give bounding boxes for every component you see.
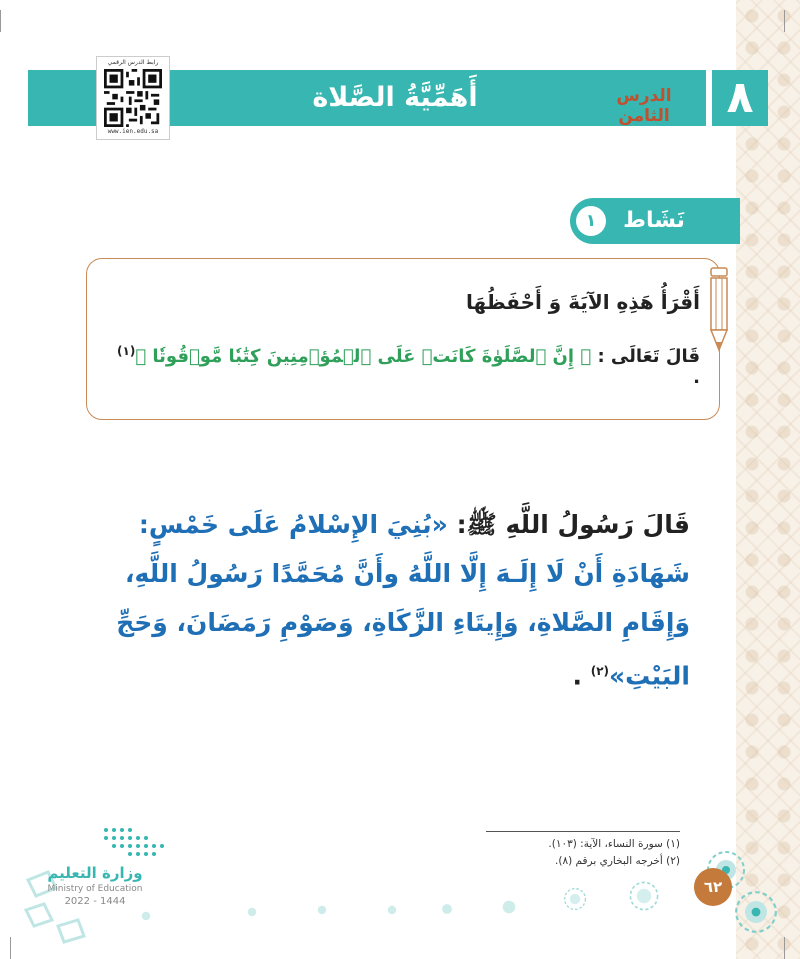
activity-number-badge: ١ (576, 206, 606, 236)
lesson-title: أَهَمِّيَّةُ الصَّلاة (312, 82, 478, 113)
flower-ornament-icon (246, 906, 258, 918)
footnote-item: (٢) أخرجه البخاري برقم (٨). (555, 855, 680, 867)
hadith-text: «بُنِيَ الإِسْلامُ عَلَى خَمْسٍ: شَهَادَةِ أَنْ لَا إِلَـهَ إِلَّا اللَّهُ وأَنَّ مُحَمَّدًا رَسُولُ اللَّهِ، وَإِقَامِ الصَّلاةِ، وَإِيتَاءِ الزَّكَاةِ، وَصَوْمِ رَمَضَانَ، وَحَجِّ البَيْتِ» (116, 510, 690, 691)
verse-intro: قَالَ تَعَالَى : (597, 346, 700, 367)
ministry-name-arabic: وزارة التعليم (47, 864, 143, 882)
ministry-emblem-icon (22, 870, 102, 950)
verse-end: . (693, 367, 700, 388)
qr-caption: رابط الدرس الرقمي (107, 59, 159, 66)
side-ornament-pattern (736, 0, 800, 959)
hadith-footnote-ref: (٢) (590, 664, 610, 678)
activity-box (86, 258, 720, 420)
activity-instruction: أَقْرَأُ هَذِهِ الآيَةَ وَ أَحْفَظُهَا (465, 290, 700, 314)
crop-mark (784, 10, 785, 32)
flower-ornament-icon (140, 910, 152, 922)
crop-mark (784, 937, 785, 959)
ministry-name-english: Ministry of Education (47, 884, 143, 894)
hadith-paragraph (80, 500, 690, 700)
verse-footnote-ref: (١) (117, 344, 136, 358)
flower-ornament-icon (562, 886, 588, 912)
lesson-label: الدرس الثامن (616, 86, 672, 126)
footnotes (486, 836, 680, 870)
qr-code-icon (103, 69, 163, 127)
pencil-icon (706, 266, 732, 354)
qr-code-block[interactable] (96, 56, 170, 140)
edition-year: 2022 - 1444 (64, 896, 126, 907)
lesson-number: ٨ (712, 70, 768, 126)
quran-verse: ﴿ إِنَّ ٱلصَّلَوٰةَ كَانَتۡ عَلَى ٱلۡمُؤۡمِنِينَ كِتَٰبٗا مَّوۡقُوتٗا ﴾ (135, 346, 592, 367)
verse-line (110, 344, 700, 388)
footnote-separator (486, 831, 680, 832)
qr-url[interactable]: www.ien.edu.sa (107, 128, 159, 135)
footnote-item: (١) سورة النساء، الآية: (١٠٣). (548, 838, 680, 850)
hadith-speaker: قَالَ رَسُولُ اللَّهِ ﷺ: (456, 510, 690, 539)
flower-ornament-icon (628, 880, 660, 912)
hadith-end: . (572, 661, 582, 691)
page-number: ٦٢ (694, 868, 732, 906)
flower-ornament-icon (440, 902, 454, 916)
flower-ornament-icon (734, 890, 778, 934)
crop-mark (10, 937, 11, 959)
ministry-logo-icon (102, 826, 166, 862)
activity-label: نَشَاط (623, 208, 685, 233)
crop-mark (0, 10, 1, 32)
flower-ornament-icon (386, 904, 398, 916)
flower-ornament-icon (316, 904, 328, 916)
flower-ornament-icon (500, 898, 518, 916)
